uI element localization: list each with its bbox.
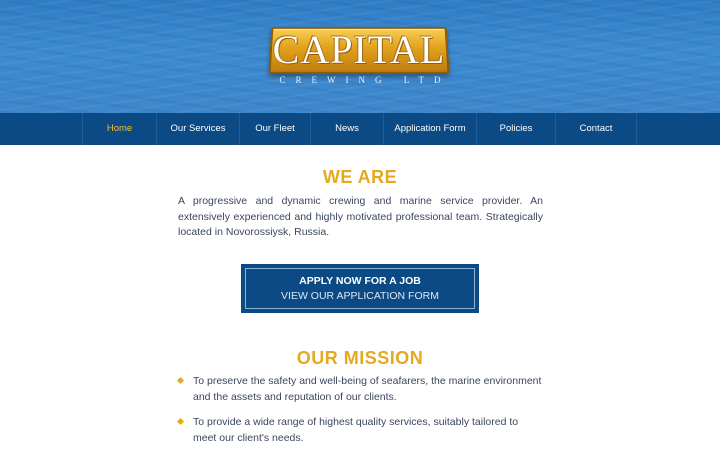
main-nav <box>0 113 720 145</box>
diamond-bullet-icon <box>177 418 184 425</box>
apply-now-button[interactable] <box>241 264 479 313</box>
nav-item-policies[interactable]: Policies <box>476 113 555 145</box>
cta-title: APPLY NOW FOR A JOB <box>299 275 421 287</box>
header-banner <box>0 0 720 113</box>
mission-heading: OUR MISSION <box>296 348 424 368</box>
mission-list <box>176 374 544 450</box>
diamond-bullet-icon <box>177 377 184 384</box>
nav-item-our-services[interactable]: Our Services <box>156 113 239 145</box>
nav-item-news[interactable]: News <box>310 113 383 145</box>
list-item <box>176 374 544 405</box>
logo[interactable]: CAPITAL <box>272 27 446 72</box>
nav-item-our-fleet[interactable]: Our Fleet <box>239 113 310 145</box>
intro-text: A progressive and dynamic crewing and marine service provider. An extensively experienced and highly motivated professional team. Strategically located in Novorossiysk, Russia. <box>178 195 543 238</box>
nav-item-contact[interactable]: Contact <box>555 113 637 145</box>
nav-item-home[interactable]: Home <box>82 113 156 145</box>
cta-subtitle: VIEW OUR APPLICATION FORM <box>281 290 439 302</box>
mission-item-text: To provide a wide range of highest quality services, suitably tailored to meet our client's needs. <box>193 416 519 444</box>
list-item <box>176 415 544 446</box>
we-are-heading: WE ARE <box>322 167 398 187</box>
mission-item-text: To preserve the safety and well-being of seafarers, the marine environment and the assets and reputation of our clients. <box>193 375 542 403</box>
logo-subtitle: CREWING LTD <box>279 75 451 85</box>
nav-item-application-form[interactable]: Application Form <box>383 113 476 145</box>
